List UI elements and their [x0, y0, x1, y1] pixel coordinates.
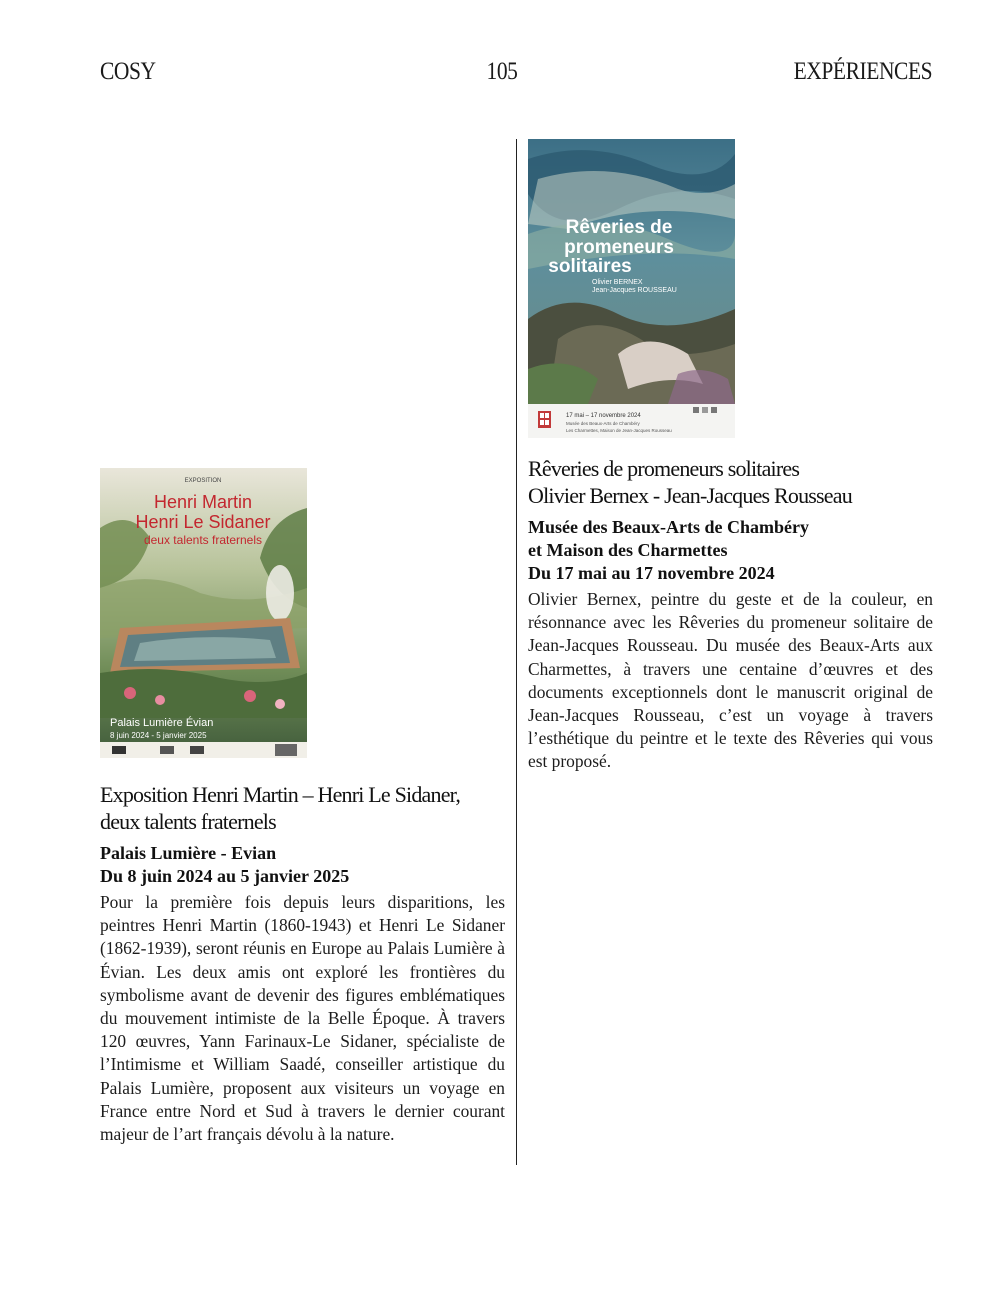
poster-reveries-title-3: solitaires [548, 256, 632, 277]
article-henri-dates: Du 8 juin 2024 au 5 janvier 2025 [100, 866, 350, 886]
header-section-name: EXPÉRIENCES [793, 58, 932, 85]
article-reveries-venue-1: Musée des Beaux-Arts de Chambéry [528, 517, 809, 537]
poster-henri-title-2: Henri Le Sidaner [135, 512, 271, 532]
poster-henri-title-1: Henri Martin [153, 492, 253, 512]
poster-reveries [528, 139, 735, 438]
poster-reveries-title-1: Rêveries de [565, 217, 673, 238]
poster-henri-tag: EXPOSITION [184, 478, 222, 484]
article-reveries-dates: Du 17 mai au 17 novembre 2024 [528, 563, 775, 583]
poster-reveries-venue-2: Les Charmettes, Maison de Jean-Jacques Rousseau [566, 428, 672, 433]
article-reveries-title-2: Olivier Bernex - Jean-Jacques Rousseau [528, 483, 852, 508]
poster-henri-venue: Palais Lumière Évian [110, 717, 214, 729]
article-henri-title-1: Exposition Henri Martin – Henri Le Sidaner, [100, 782, 461, 807]
poster-henri-subtitle: deux talents fraternels [143, 533, 263, 547]
poster-reveries-artist-2: Jean-Jacques ROUSSEAU [592, 287, 677, 294]
article-henri-venue: Palais Lumière - Evian [100, 843, 277, 863]
poster-reveries-artist-1: Olivier BERNEX [592, 279, 643, 286]
article-henri-title-2: deux talents fraternels [100, 809, 276, 834]
page-number: 105 [486, 58, 518, 85]
article-reveries-description: Olivier Bernex, peintre du geste et de la couleur, en résonnance avec les Rêveries du promeneur solitaire de Jean-Jacques Rousseau. Du musée des Beaux-Arts aux Charmettes, à travers une centaine d’œuvres et des documents exceptionnels dont le manuscrit original de Jean-Jacques Rousseau, c’est un voyage à travers l’esthétique du peintre et le texte des Rêveries qui vous est proposé. [528, 589, 933, 772]
article-henri-description: Pour la première fois depuis leurs disparitions, les peintres Henri Martin (1860-1943) et Henri Le Sidaner (1862-1939), seront réunis en Europe au Palais Lumière à Évian. Les deux amis ont exploré les frontières du symbolisme avant de devenir des figures emblématiques du mouvement intimiste de la Belle Époque. À travers 120 œuvres, Yann Farinaux-Le Sidaner, spécialiste de l’Intimisme et William Saadé, conseiller artistique du Palais Lumière, proposent aux visiteurs un voyage en France entre Nord et Sud à travers le dernier courant majeur de l’art français dévolu à la nature. [100, 892, 505, 1145]
article-reveries-title-1: Rêveries de promeneurs solitaires [528, 456, 800, 481]
poster-henri-martin-art [100, 468, 307, 758]
poster-reveries-title-2: promeneurs [564, 237, 674, 258]
poster-henri-martin [100, 468, 307, 758]
article-henri-martin [100, 781, 505, 1146]
article-reveries-venue-2: et Maison des Charmettes [528, 540, 728, 560]
poster-reveries-venue-1: Musée des Beaux-Arts de Chambéry [566, 421, 640, 426]
header-magazine-name: COSY [100, 58, 156, 85]
article-reveries [528, 455, 933, 774]
poster-reveries-dates: 17 mai – 17 novembre 2024 [566, 413, 641, 419]
column-divider [516, 139, 517, 1165]
poster-henri-dates: 8 juin 2024 - 5 janvier 2025 [110, 731, 207, 740]
poster-reveries-art [528, 139, 735, 438]
